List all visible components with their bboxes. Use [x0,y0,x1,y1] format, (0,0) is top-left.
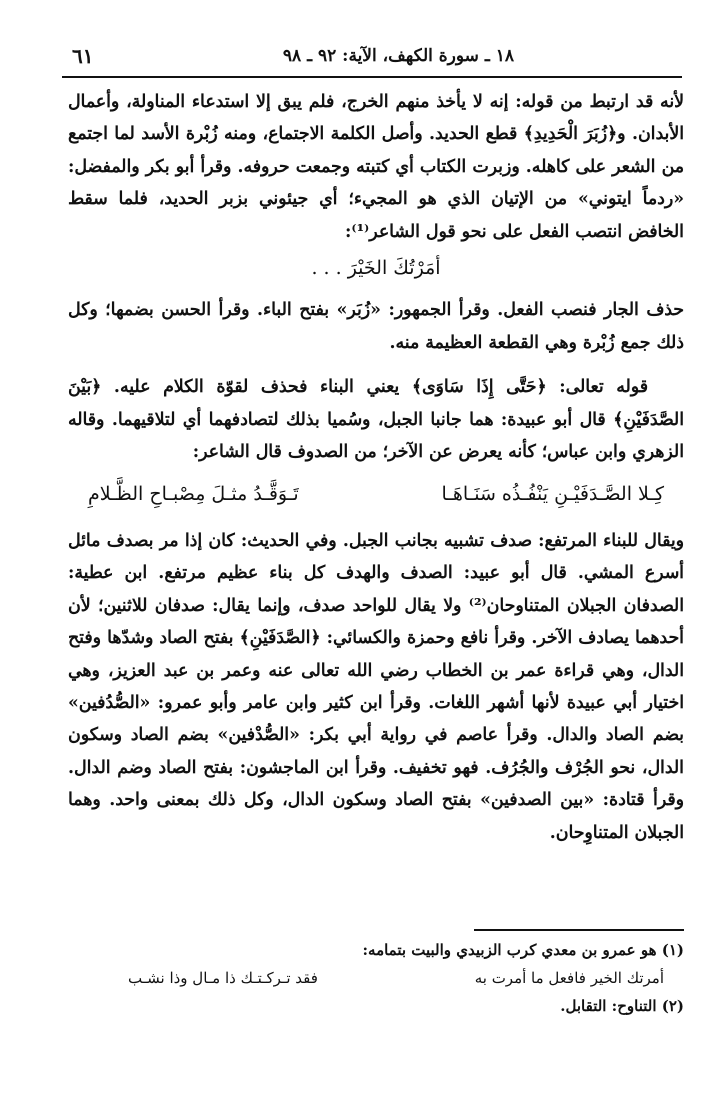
footnote-divider [474,929,684,931]
footnote-verse [128,964,684,992]
poem-hemistich-second: تَـوَقَّـدُ مثـلَ مِصْبـاحِ الظَّـلامِ [88,483,299,506]
footnote-1: (١) هو عمرو بن معدي كرب الزبيدي والبيت بتمامه: [362,941,684,959]
paragraph: قوله تعالى: ﴿حَتَّى إِذَا سَاوَى﴾ يعني البناء فحذف لقوّة الكلام عليه. ﴿بَيْنَ الصَّدَفَيْنِ﴾ قال أبو عبيدة: هما جانبا الجبل، وسُميا بذلك لتصادفهما أي لتلاقيهما. وقاله الزهري وابن عباس؛ كأنه يعرض عن الآخر؛ من الصدوف قال الشاعر: [68,377,684,463]
footnote-verse-first: أمرتك الخير فافعل ما أمرت به [474,969,664,987]
paragraph: ويقال للبناء المرتفع: صدف تشبيه بجانب الجبل. وفي الحديث: كان إذا مر بصدف مائل أسرع المشي. قال أبو عبيد: الصدف والهدف كل بناء عظيم مرتفع. ابن عطية: الصدفان الجبلان المتناوحان⁽²⁾ ولا يقال للواحد صدف، وإنما يقال: صدفان للاثنين؛ لأن أحدهما يصادف الآخر. وقرأ نافع وحمزة والكسائي: ﴿الصَّدَفَيْنِ﴾ بفتح الصاد وشدّها وفتح الدال، وهي قراءة عمر بن الخطاب رضي الله تعالى عنه وعمر بن عبد العزيز، وهي اختيار أبي عبيدة لأنها أشهر اللغات. وقرأ ابن كثير وابن عامر وأبو عمرو: «الصُّدُفين» بضم الصاد والدال. وقرأ عاصم في رواية أبي بكر: «الصُّدْفين» بضم الصاد وسكون الدال، نحو الجُرْف والجُرُف. فهو تخفيف. وقرأ ابن الماجشون: بفتح الصاد وضم الدال. وقرأ قتادة: «بين الصدفين» بفتح الصاد وسكون الدال، وكل ذلك بمعنى واحد. وهما الجبلان المتناوِحان. [68,530,684,843]
running-title: ١٨ ـ سورة الكهف، الآية: ٩٢ ـ ٩٨ [282,46,514,66]
main-text [68,86,684,849]
footnote-2: (٢) التناوح: التقابل. [560,997,684,1015]
footnotes [128,936,684,1020]
page-number: ٦١ [72,44,94,68]
paragraph: لأنه قد ارتبط من قوله: إنه لا يأخذ منهم الخرج، فلم يبق إلا استدعاء المناولة، وأعمال الأبدان. و﴿زُبَرَ الْحَدِيدِ﴾ قطع الحديد. وأصل الكلمة الاجتماع، ومنه زُبْرة الأسد لما اجتمع من الشعر على كاهله. وزبرت الكتاب أي كتبته وجمعت حروفه. وقرأ أبو بكر والمفضل: «ردماً ايتوني» من الإتيان الذي هو المجيء؛ أي جيئوني بزبر الحديد، فلما سقط الخافض انتصب الفعل على نحو قول الشاعر⁽¹⁾: [68,92,684,242]
poem-verse [88,478,664,510]
verse-quote: أمَرْتُكَ الخَيْرَ . . . [311,257,441,280]
footnote-verse-second: فقد تـركـتـك ذا مـال وذا نشـب [128,969,318,987]
poem-hemistich-first: كِـلا الصَّـدَفَيْـنِ يَنْفُـذُه سَنَـاهَـا [441,483,664,506]
paragraph: حذف الجار فنصب الفعل. وقرأ الجمهور: «زُبَر» بفتح الباء. وقرأ الحسن بضمها؛ وكل ذلك جمع زُبْرة وهي القطعة العظيمة منه. [68,300,684,353]
page-header [62,40,682,78]
